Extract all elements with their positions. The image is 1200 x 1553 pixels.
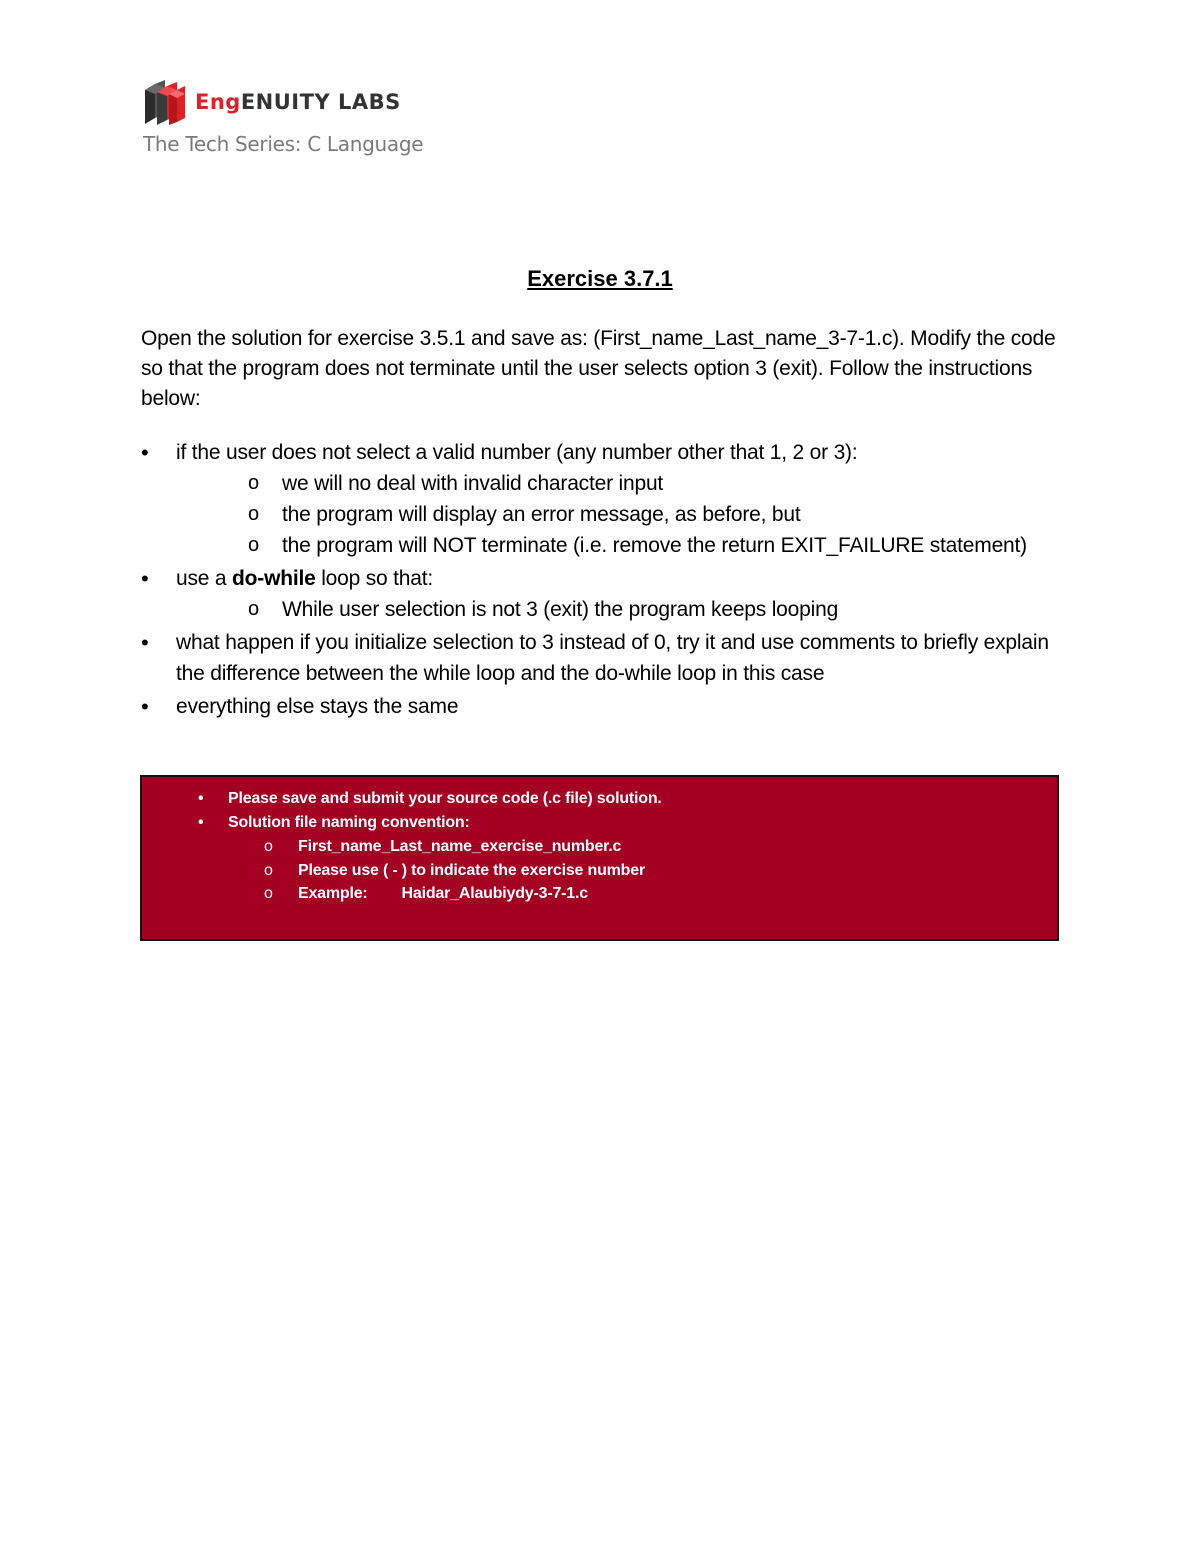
submission-notice-box	[140, 775, 1059, 941]
list-item	[141, 437, 1061, 561]
brand-suffix: ENUITY LABS	[240, 90, 401, 114]
instruction-list	[141, 437, 1061, 724]
exercise-intro: Open the solution for exercise 3.5.1 and save as: (First_name_Last_name_3-7-1.c). Modify the code so that the program does not terminate until the user selects option 3 (exit). Follow the instructions below:	[141, 327, 1056, 410]
exercise-title: Exercise 3.7.1	[527, 266, 673, 291]
instruction-text-after: loop so that:	[315, 567, 434, 590]
sub-list-item: o the program will display an error message, as before, but	[176, 499, 1061, 530]
example-filename: Haidar_Alaubiydy-3-7-1.c	[401, 885, 588, 902]
keyword-do-while: do-while	[232, 567, 316, 590]
example-label: Example:	[298, 885, 368, 902]
notice-item: • Please save and submit your source code (.c file) solution.	[142, 787, 662, 811]
list-item	[141, 627, 1061, 689]
sub-list-item: o the program will NOT terminate (i.e. remove the return EXIT_FAILURE statement)	[176, 530, 1061, 561]
notice-sub-item: o First_name_Last_name_exercise_number.c	[142, 835, 662, 859]
notice-item: • Solution file naming convention:	[142, 811, 662, 835]
sub-list-item: o we will no deal with invalid character input	[176, 468, 1061, 499]
series-subtitle: The Tech Series: C Language	[143, 132, 424, 156]
brand-logo	[143, 78, 423, 126]
notice-list	[142, 787, 662, 906]
instruction-text-before: use a	[176, 567, 233, 590]
notice-sub-item-example	[142, 882, 662, 906]
list-item	[141, 691, 1061, 722]
brand-name	[195, 90, 401, 114]
document-header	[143, 78, 423, 156]
list-item	[141, 563, 1061, 625]
instruction-text: what happen if you initialize selection to 3 instead of 0, try it and use comments to briefly explain the difference between the while loop and the do-while loop in this case	[176, 631, 1049, 685]
notice-sub-item: o Please use ( - ) to indicate the exercise number	[142, 859, 662, 883]
sub-list-item: o While user selection is not 3 (exit) the program keeps looping	[176, 594, 1061, 625]
sub-list	[176, 594, 1061, 625]
instruction-text: everything else stays the same	[176, 695, 459, 718]
stacked-books-icon	[143, 78, 189, 126]
brand-prefix: Eng	[195, 90, 241, 114]
instruction-text: if the user does not select a valid number (any number other that 1, 2 or 3):	[176, 441, 858, 464]
sub-list	[176, 468, 1061, 561]
